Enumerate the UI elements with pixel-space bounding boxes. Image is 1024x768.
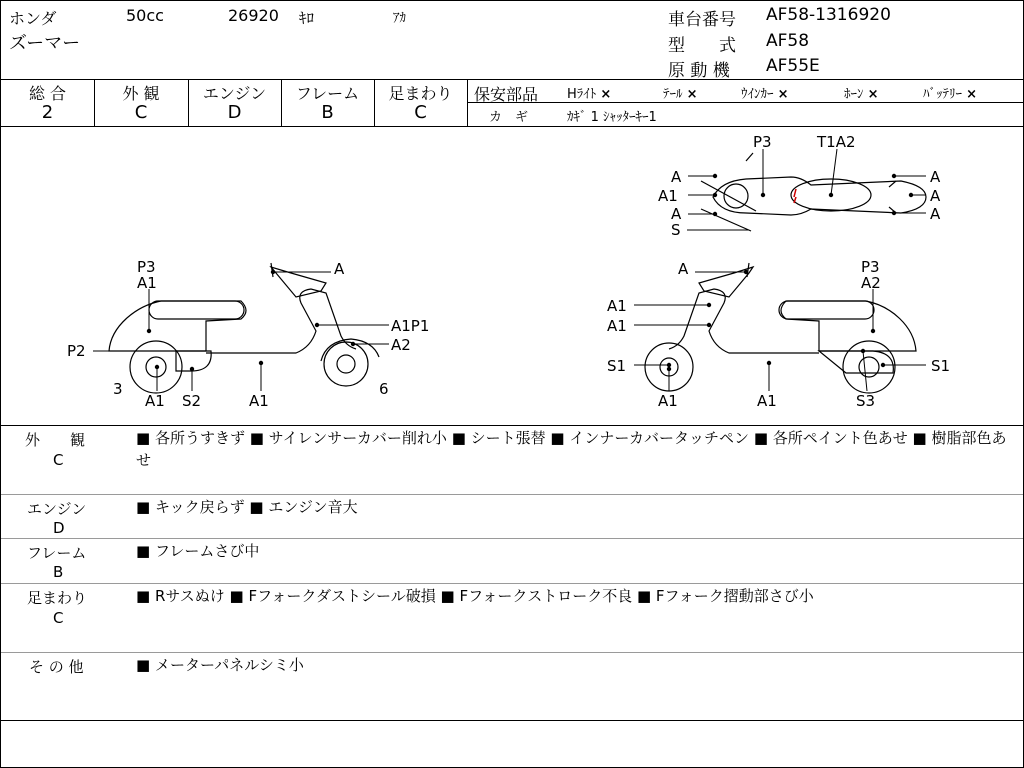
safety-item-headlight: Hﾗｲﾄ × — [567, 87, 612, 102]
note-label: 足まわり — [27, 589, 88, 607]
key-value: ｶｷﾞ 1 ｼｬｯﾀｰｷｰ1 — [567, 110, 657, 125]
label-right-s1-left: S1 — [607, 357, 627, 375]
label-right-a1-upper: A1 — [607, 297, 627, 315]
label-right-a-handle: A — [678, 260, 689, 278]
safety-parts-label: 保安部品 — [474, 85, 539, 104]
divider — [1, 126, 1023, 127]
label-top-right-2: A — [930, 187, 941, 205]
exterior-grade: C — [134, 102, 148, 123]
mileage: 26920 — [228, 6, 279, 25]
note-grade: B — [53, 563, 64, 581]
label-right-a1-lower: A1 — [607, 317, 627, 335]
type-value: AF58 — [766, 31, 810, 51]
divider — [1, 79, 1023, 80]
label-top-right-3: A — [930, 205, 941, 223]
note-text: ■ キック戻らず ■ エンジン音大 — [136, 498, 358, 516]
label-left-p3: P3 — [137, 258, 156, 276]
scooter-top-view-drawing — [701, 153, 926, 231]
type-label: 型 式 — [668, 36, 736, 56]
divider — [1, 720, 1023, 721]
divider — [1, 425, 1023, 426]
seat-damage-mark — [794, 189, 796, 203]
frame-number-label: 車台番号 — [668, 10, 736, 30]
frame-number: AF58-1316920 — [766, 5, 891, 25]
safety-item-horn: ﾎｰﾝ × — [844, 87, 879, 102]
maker: ホンダ — [9, 9, 57, 28]
label-top-left-2: A1 — [658, 187, 678, 205]
label-top-left-4: S — [671, 221, 681, 239]
displacement: 50cc — [126, 6, 164, 25]
divider — [467, 102, 1023, 103]
note-text: ■ Rサスぬけ ■ Fフォークダストシール破損 ■ Fフォークストローク不良 ■ Fフォーク摺動部さび小 — [136, 587, 814, 605]
note-grade: D — [53, 519, 65, 537]
leader-lines — [93, 149, 926, 391]
label-right-s3: S3 — [856, 392, 876, 410]
exterior-label: 外 観 — [122, 84, 160, 103]
label-top-left-1: A — [671, 168, 682, 186]
label-right-s1-right: S1 — [931, 357, 951, 375]
safety-item-battery: ﾊﾞｯﾃﾘｰ × — [923, 87, 978, 102]
safety-item-taillight: ﾃｰﾙ × — [663, 87, 698, 102]
divider — [1, 494, 1023, 495]
label-left-3: 3 — [113, 380, 123, 398]
engine-model-label: 原 動 機 — [668, 61, 730, 81]
label-left-a-handle: A — [334, 260, 345, 278]
label-left-a1-wheel: A1 — [145, 392, 165, 410]
label-right-p3: P3 — [861, 258, 880, 276]
label-right-a1-wheel: A1 — [658, 392, 678, 410]
overall-grade: 2 — [41, 102, 54, 123]
note-label: フレーム — [27, 544, 87, 562]
note-text: ■ メーターパネルシミ小 — [136, 656, 304, 674]
note-label: そ の 他 — [29, 658, 84, 676]
color: ｱｶ — [393, 11, 406, 26]
key-label: カ ギ — [489, 110, 529, 125]
marker-dots — [147, 174, 913, 371]
note-grade: C — [53, 609, 64, 627]
scooter-diagram — [1, 129, 1023, 425]
note-grade: C — [53, 451, 64, 469]
label-right-a2: A2 — [861, 274, 881, 292]
suspension-label: 足まわり — [388, 84, 453, 103]
label-left-s2: S2 — [182, 392, 202, 410]
label-left-a1p1: A1P1 — [391, 317, 430, 335]
overall-label: 総 合 — [28, 84, 67, 103]
engine-grade: D — [227, 102, 242, 123]
engine-label: エンジン — [202, 84, 267, 103]
label-right-a1-floor: A1 — [757, 392, 777, 410]
label-left-a2: A2 — [391, 336, 411, 354]
note-text: ■ 各所うすきず ■ サイレンサーカバー削れ小 ■ シート張替 ■ インナーカバータッチペン ■ 各所ペイント色あせ ■ 樹脂部色あせ — [136, 429, 1007, 469]
divider — [1, 538, 1023, 539]
suspension-grade: C — [414, 102, 427, 123]
safety-item-winker: ｳｲﾝｶｰ × — [741, 87, 789, 102]
note-text: ■ フレームさび中 — [136, 542, 260, 560]
label-left-p2: P2 — [67, 342, 86, 360]
label-top-p3: P3 — [753, 133, 772, 151]
label-left-a1-top: A1 — [137, 274, 157, 292]
note-label: 外 観 — [25, 431, 86, 449]
label-left-a1-floor: A1 — [249, 392, 269, 410]
engine-model: AF55E — [766, 56, 820, 76]
note-label: エンジン — [27, 500, 87, 518]
label-top-right-1: A — [930, 168, 941, 186]
model-name: ズーマー — [9, 33, 81, 54]
frame-label: フレーム — [295, 84, 360, 103]
mileage-unit: ｷﾛ — [299, 9, 315, 27]
divider — [1, 583, 1023, 584]
label-top-left-3: A — [671, 205, 682, 223]
label-left-6: 6 — [379, 380, 389, 398]
frame-grade: B — [321, 102, 334, 123]
label-top-t1a2: T1A2 — [817, 133, 856, 151]
divider — [1, 652, 1023, 653]
